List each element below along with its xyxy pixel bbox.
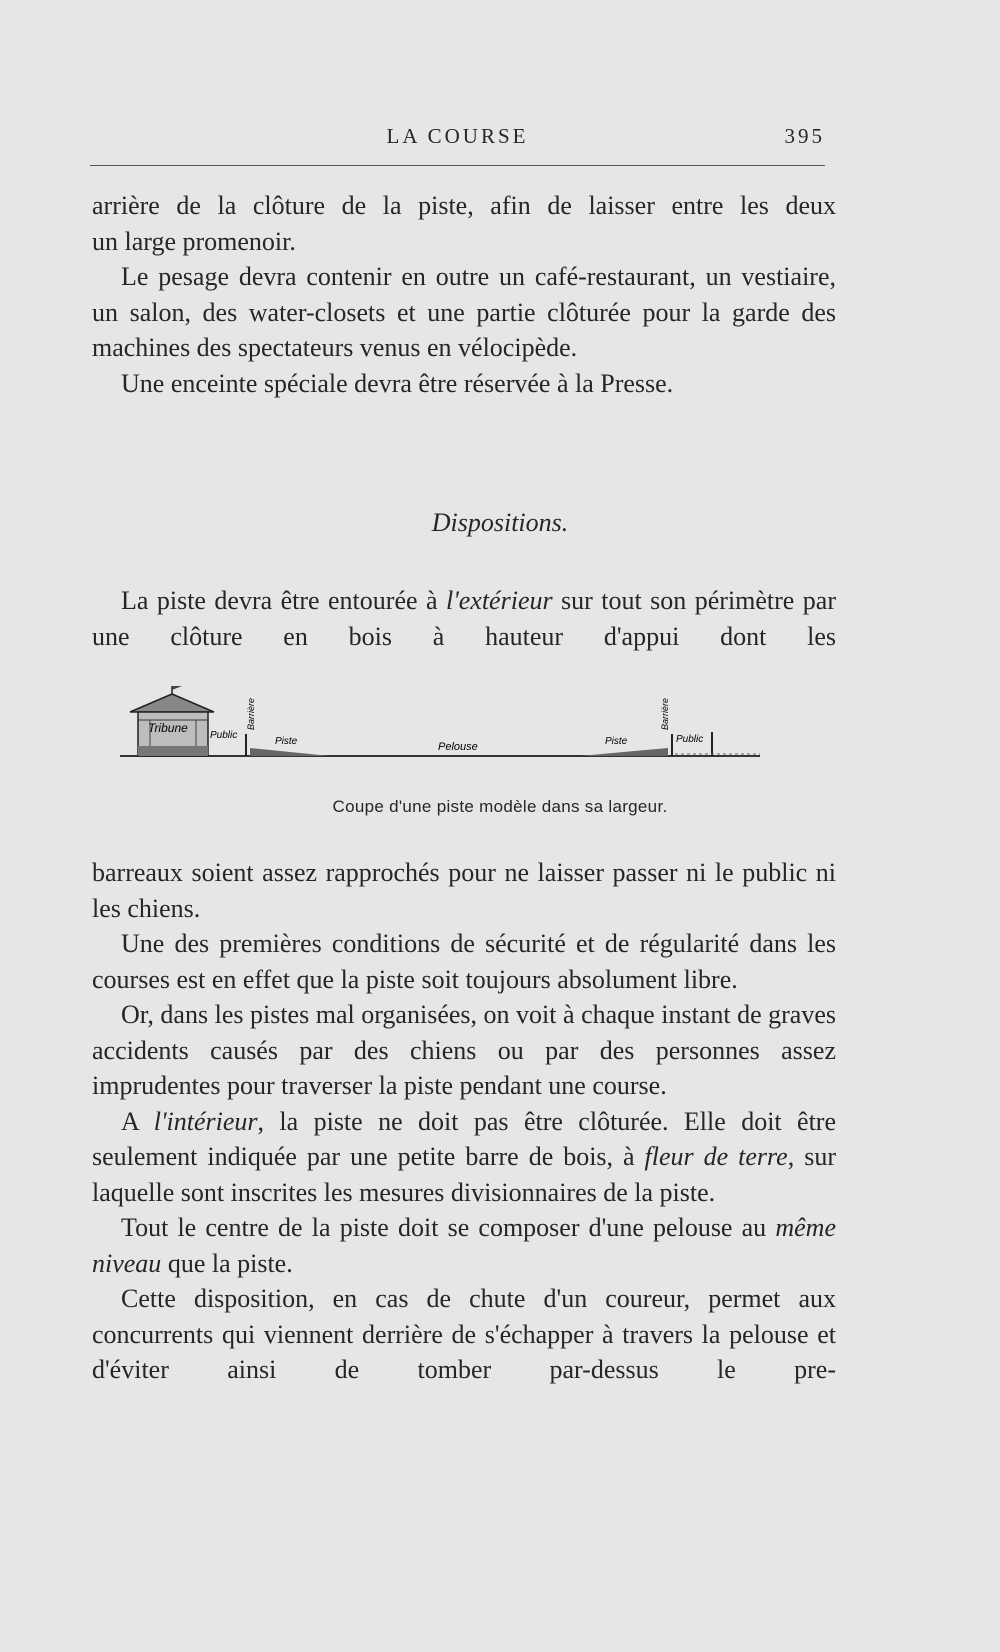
paragraph-pesage: Le pesage devra contenir en outre un café-restaurant, un vestiaire, un salon, des water-closets et une partie clôturée pour la garde des machines des spectateurs venus en vélocipède. [92,262,836,362]
paragraph-cloture [92,583,836,654]
text-run: La piste devra être entourée à [121,586,446,615]
text-run: A [121,1106,154,1136]
paragraph-interieur [92,1104,836,1211]
paragraph-securite: Une des premières conditions de sécurité et de régularité dans les courses est en effet que la piste soit toujours absolument libre. [92,929,836,994]
label-piste-right: Piste [605,736,628,747]
text-run: que la piste. [161,1248,293,1278]
track-bank-left [250,748,330,756]
text-run: sur tout son périmètre par une clôture en bois à hauteur d'appui dont les [92,586,836,651]
label-barriere-left: Barrière [246,697,256,730]
text-block-middle [92,583,836,654]
label-tribune: Tribune [148,721,188,735]
paragraph-accidents: Or, dans les pistes mal organisées, on voit à chaque instant de graves accidents causés par des chiens ou par des personnes assez imprudentes pour traverser la piste pendant une course. [92,1000,836,1100]
emphasis-fleur-de-terre: fleur de terre [644,1142,788,1171]
text-block-bottom [92,855,836,1388]
paragraph-pelouse [92,1210,836,1281]
track-bank-right [580,748,668,756]
paragraph-barreaux: barreaux soient assez rapprochés pour ne laisser passer ni le public ni les chiens. [92,858,836,923]
label-barriere-right: Barrière [660,697,670,730]
page-number: 395 [784,124,825,148]
text-run: , sur laquelle sont inscrites les mesures divisionnaires de la piste. [92,1142,836,1207]
figure-caption: Coupe d'une piste modèle dans sa largeur. [332,797,668,816]
running-header [90,124,825,154]
paragraph-continued-line-1: arrière de la clôture de la piste, afin de laisser entre les deux [92,191,836,220]
emphasis-meme-niveau: même niveau [92,1213,836,1278]
label-piste-left: Piste [275,736,298,747]
label-pelouse: Pelouse [438,741,478,753]
track-cross-section-figure [120,686,800,786]
header-rule [90,165,825,166]
label-public-right: Public [676,734,704,745]
emphasis-exterieur: l'extérieur [445,586,553,615]
label-public-left: Public [210,730,238,741]
text-run: , la piste ne doit pas être clôturée. Elle doit être seulement indiquée par une petite barre de bois, à [92,1106,837,1171]
section-heading: Dispositions. [431,508,569,537]
emphasis-interieur: l'intérieur [153,1106,258,1136]
running-title: LA COURSE [386,124,529,148]
paragraph-continued-line-2: un large promenoir. [92,226,296,256]
paragraph-chute: Cette disposition, en cas de chute d'un coureur, permet aux concurrents qui viennent derrière de s'échapper à travers la pelouse et d'éviter ainsi de tomber par-dessus le pre- [92,1284,836,1384]
paragraph-presse: Une enceinte spéciale devra être réservée à la Presse. [121,368,674,398]
text-block-top [92,188,836,401]
text-run: Tout le centre de la piste doit se composer d'une pelouse au [121,1213,776,1242]
